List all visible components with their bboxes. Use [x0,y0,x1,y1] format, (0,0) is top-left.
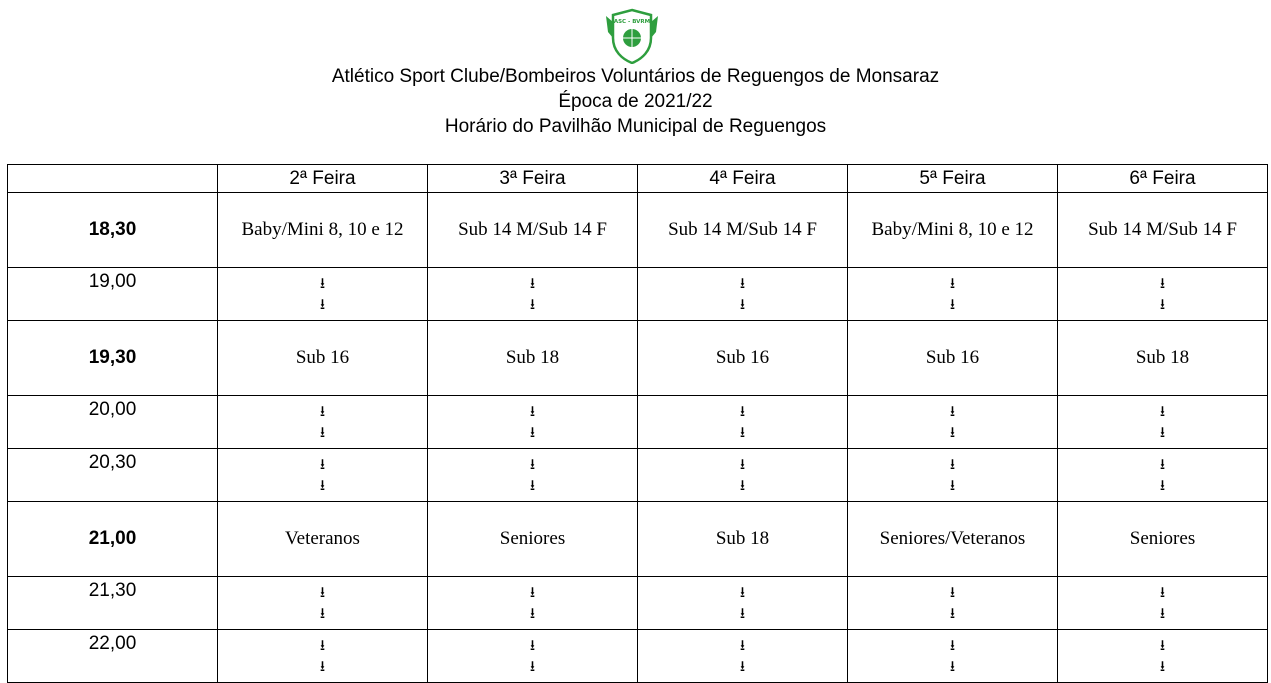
down-arrow-icon: ⭳ [529,604,536,622]
activity-cell: Sub 14 M/Sub 14 F [638,193,848,268]
down-arrow-icon: ⭳ [949,423,956,441]
continuation-cell [848,449,1058,502]
down-arrow-icon: ⭳ [949,604,956,622]
down-arrow-icon: ⭳ [949,583,956,601]
down-arrow-icon: ⭳ [319,583,326,601]
club-name: Atlético Sport Clube/Bombeiros Voluntários de Reguengos de Monsaraz [331,66,940,87]
activity-cell: Baby/Mini 8, 10 e 12 [218,193,428,268]
schedule-row [8,502,1268,577]
activity-cell: Sub 16 [218,321,428,396]
down-arrow-icon: ⭳ [1159,604,1166,622]
down-arrow-icon: ⭳ [319,295,326,313]
down-arrow-icon: ⭳ [949,402,956,420]
activity-cell: Seniores [428,502,638,577]
continuation-cell [848,630,1058,683]
day-header: 2ª Feira [218,165,428,193]
time-cell: 19,00 [8,268,218,321]
continuation-cell [848,396,1058,449]
down-arrow-icon: ⭳ [739,476,746,494]
time-cell: 20,30 [8,449,218,502]
down-arrow-icon: ⭳ [319,423,326,441]
schedule-row [8,268,1268,321]
down-arrow-icon: ⭳ [739,455,746,473]
down-arrow-icon: ⭳ [529,636,536,654]
down-arrow-icon: ⭳ [319,274,326,292]
day-header: 5ª Feira [848,165,1058,193]
activity-cell: Sub 14 M/Sub 14 F [1058,193,1268,268]
schedule-row [8,630,1268,683]
down-arrow-icon: ⭳ [529,423,536,441]
logo-text: ASC - BVRM [613,19,651,25]
time-cell: 18,30 [8,193,218,268]
day-header: 6ª Feira [1058,165,1268,193]
continuation-cell [638,577,848,630]
schedule-table [7,164,1268,683]
continuation-cell [1058,577,1268,630]
continuation-cell [428,577,638,630]
down-arrow-icon: ⭳ [529,583,536,601]
continuation-cell [848,268,1058,321]
activity-cell: Seniores [1058,502,1268,577]
continuation-cell [218,449,428,502]
schedule-row [8,321,1268,396]
down-arrow-icon: ⭳ [529,455,536,473]
schedule-row [8,193,1268,268]
activity-cell: Sub 16 [848,321,1058,396]
continuation-cell [638,449,848,502]
down-arrow-icon: ⭳ [949,295,956,313]
continuation-cell [218,577,428,630]
continuation-cell [1058,630,1268,683]
down-arrow-icon: ⭳ [739,402,746,420]
activity-cell: Veteranos [218,502,428,577]
time-cell: 22,00 [8,630,218,683]
corner-cell [8,165,218,193]
down-arrow-icon: ⭳ [739,274,746,292]
down-arrow-icon: ⭳ [739,657,746,675]
day-header: 3ª Feira [428,165,638,193]
continuation-cell [428,396,638,449]
schedule-title: Horário do Pavilhão Municipal de Reguengos [444,116,827,137]
day-header: 4ª Feira [638,165,848,193]
down-arrow-icon: ⭳ [949,274,956,292]
down-arrow-icon: ⭳ [529,476,536,494]
continuation-cell [638,268,848,321]
continuation-cell [638,630,848,683]
club-logo [605,8,659,64]
down-arrow-icon: ⭳ [319,476,326,494]
down-arrow-icon: ⭳ [529,402,536,420]
continuation-cell [848,577,1058,630]
activity-cell: Sub 16 [638,321,848,396]
activity-cell: Sub 18 [428,321,638,396]
down-arrow-icon: ⭳ [529,657,536,675]
down-arrow-icon: ⭳ [1159,423,1166,441]
schedule-row [8,577,1268,630]
activity-cell: Baby/Mini 8, 10 e 12 [848,193,1058,268]
continuation-cell [218,396,428,449]
down-arrow-icon: ⭳ [1159,455,1166,473]
continuation-cell [1058,396,1268,449]
time-cell: 19,30 [8,321,218,396]
down-arrow-icon: ⭳ [1159,476,1166,494]
down-arrow-icon: ⭳ [739,295,746,313]
continuation-cell [218,268,428,321]
down-arrow-icon: ⭳ [319,657,326,675]
down-arrow-icon: ⭳ [949,636,956,654]
down-arrow-icon: ⭳ [319,455,326,473]
schedule-row [8,396,1268,449]
activity-cell: Sub 18 [638,502,848,577]
down-arrow-icon: ⭳ [1159,274,1166,292]
activity-cell: Sub 14 M/Sub 14 F [428,193,638,268]
down-arrow-icon: ⭳ [739,604,746,622]
down-arrow-icon: ⭳ [1159,657,1166,675]
down-arrow-icon: ⭳ [1159,295,1166,313]
down-arrow-icon: ⭳ [319,636,326,654]
time-cell: 21,00 [8,502,218,577]
down-arrow-icon: ⭳ [529,274,536,292]
down-arrow-icon: ⭳ [1159,402,1166,420]
continuation-cell [218,630,428,683]
schedule-row [8,449,1268,502]
down-arrow-icon: ⭳ [529,295,536,313]
season: Época de 2021/22 [558,91,713,112]
down-arrow-icon: ⭳ [949,657,956,675]
activity-cell: Seniores/Veteranos [848,502,1058,577]
continuation-cell [1058,268,1268,321]
continuation-cell [1058,449,1268,502]
down-arrow-icon: ⭳ [319,402,326,420]
continuation-cell [428,449,638,502]
down-arrow-icon: ⭳ [1159,636,1166,654]
time-cell: 21,30 [8,577,218,630]
down-arrow-icon: ⭳ [739,423,746,441]
down-arrow-icon: ⭳ [1159,583,1166,601]
down-arrow-icon: ⭳ [739,636,746,654]
continuation-cell [428,268,638,321]
down-arrow-icon: ⭳ [739,583,746,601]
time-cell: 20,00 [8,396,218,449]
down-arrow-icon: ⭳ [949,476,956,494]
down-arrow-icon: ⭳ [319,604,326,622]
header-row [8,165,1268,193]
activity-cell: Sub 18 [1058,321,1268,396]
down-arrow-icon: ⭳ [949,455,956,473]
continuation-cell [428,630,638,683]
continuation-cell [638,396,848,449]
